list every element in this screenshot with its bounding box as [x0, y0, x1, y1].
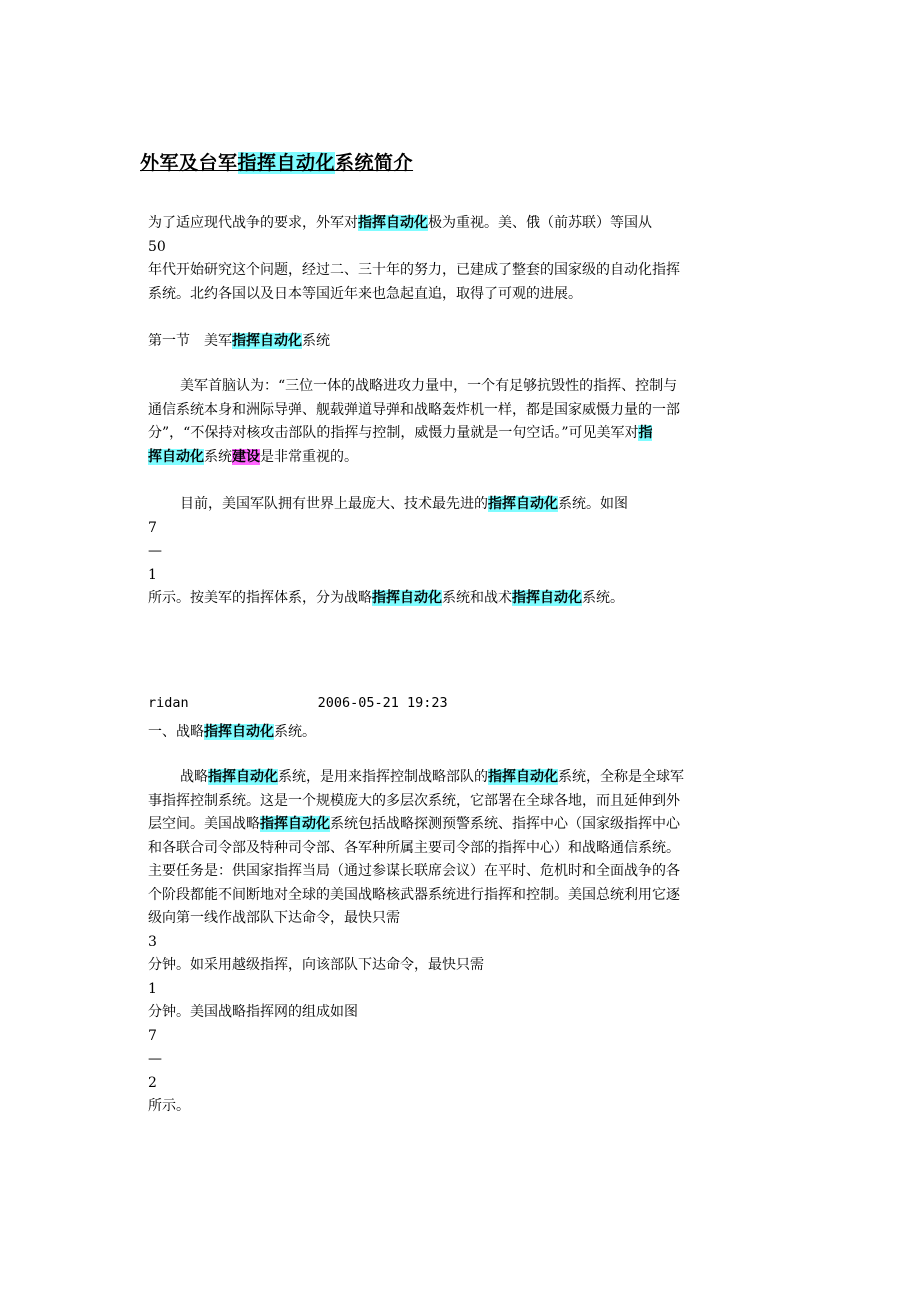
- highlight-term: 指挥自动化: [512, 590, 582, 606]
- dash: —: [148, 1051, 162, 1067]
- text: 系统: [302, 333, 330, 349]
- highlight-term: 指: [638, 425, 653, 441]
- title-suffix: 系统简介: [335, 152, 414, 174]
- number: 50: [148, 238, 166, 255]
- post-meta: [148, 692, 776, 716]
- highlight-term: 指挥自动化: [488, 769, 558, 785]
- text: 所示。按美军的指挥体系，分为战略: [148, 590, 372, 606]
- text: 目前，美国军队拥有世界上最庞大、技术最先进的: [180, 496, 488, 512]
- text: 所示。: [148, 1098, 190, 1114]
- number: 1: [148, 566, 157, 583]
- highlight-term: 指挥自动化: [208, 769, 278, 785]
- text: 极为重视。美、俄（前苏联）等国从: [428, 215, 652, 231]
- paragraph-3: [148, 766, 776, 1119]
- highlight-term: 指挥自动化: [260, 816, 330, 832]
- text: 分钟。如采用越级指挥，向该部队下达命令，最快只需: [148, 957, 484, 973]
- number: 3: [148, 933, 157, 950]
- author-name: ridan: [148, 695, 189, 711]
- text: 系统包括战略探测预警系统、指挥中心（国家级指挥中心: [330, 816, 680, 832]
- text: 系统和战术: [442, 590, 512, 606]
- highlight-term: 指挥自动化: [204, 724, 274, 740]
- highlight-term: 指挥自动化: [358, 215, 428, 231]
- highlight-term-magenta: 建设: [232, 448, 260, 465]
- post-datetime: 2006-05-21 19:23: [317, 695, 448, 711]
- text: 系统。: [274, 724, 316, 740]
- text: 系统，是用来指挥控制战略部队的: [278, 769, 488, 785]
- highlight-term: 指挥自动化: [372, 590, 442, 606]
- text: 第一节 美军: [148, 333, 232, 349]
- text: 通信系统本身和洲际导弹、舰载弹道导弹和战略轰炸机一样，都是国家威慑力量的一部: [148, 401, 680, 418]
- text: 系统: [204, 448, 232, 465]
- paragraph-2: [148, 493, 776, 611]
- number: 2: [148, 1074, 157, 1091]
- text: 级向第一线作战部队下达命令，最快只需: [148, 910, 400, 926]
- section-heading: [148, 330, 776, 354]
- text: 是非常重视的。: [260, 448, 358, 465]
- title-highlight: 指挥自动化: [237, 152, 336, 174]
- number: 1: [148, 980, 157, 997]
- highlight-term: 指挥自动化: [488, 496, 558, 512]
- subsection-heading: [148, 721, 776, 745]
- text: 战略: [180, 769, 208, 785]
- document-title: [140, 148, 413, 175]
- text: 系统。: [582, 590, 624, 606]
- highlight-term: 挥自动化: [148, 448, 204, 465]
- text: 和各联合司令部及特种司令部、各军种所属主要司令部的指挥中心）和战略通信系统。: [148, 839, 680, 856]
- highlight-term: 指挥自动化: [232, 333, 302, 349]
- text: 个阶段都能不间断地对全球的美国战略核武器系统进行指挥和控制。美国总统利用它逐: [148, 886, 680, 903]
- text: 为了适应现代战争的要求，外军对: [148, 215, 358, 231]
- intro-paragraph: [148, 212, 776, 306]
- text: 美军首脑认为：“三位一体的战略进攻力量中，一个有足够抗毁性的指挥、控制与: [180, 378, 678, 394]
- text: 年代开始研究这个问题，经过二、三十年的努力，已建成了整套的国家级的自动化指挥: [148, 262, 680, 278]
- dash: —: [148, 543, 162, 559]
- text: 分钟。美国战略指挥网的组成如图: [148, 1004, 358, 1020]
- text: 系统。如图: [558, 496, 628, 512]
- text: 一、战略: [148, 724, 204, 740]
- number: 7: [148, 519, 157, 536]
- text: 事指挥控制系统。这是一个规模庞大的多层次系统，它部署在全球各地，而且延伸到外: [148, 792, 680, 809]
- paragraph-1: [148, 375, 776, 469]
- text: 系统，全称是全球军: [558, 769, 684, 785]
- number: 7: [148, 1027, 157, 1044]
- text: 主要任务是：供国家指挥当局（通过参谋长联席会议）在平时、危机时和全面战争的各: [148, 863, 680, 879]
- title-prefix: 外军及台军: [140, 152, 238, 174]
- text: 分”，“不保持对核攻击部队的指挥与控制，威慑力量就是一句空话。”可见美军对: [148, 425, 639, 441]
- text: 层空间。美国战略: [148, 816, 260, 832]
- text: 系统。北约各国以及日本等国近年来也急起直追，取得了可观的进展。: [148, 285, 582, 302]
